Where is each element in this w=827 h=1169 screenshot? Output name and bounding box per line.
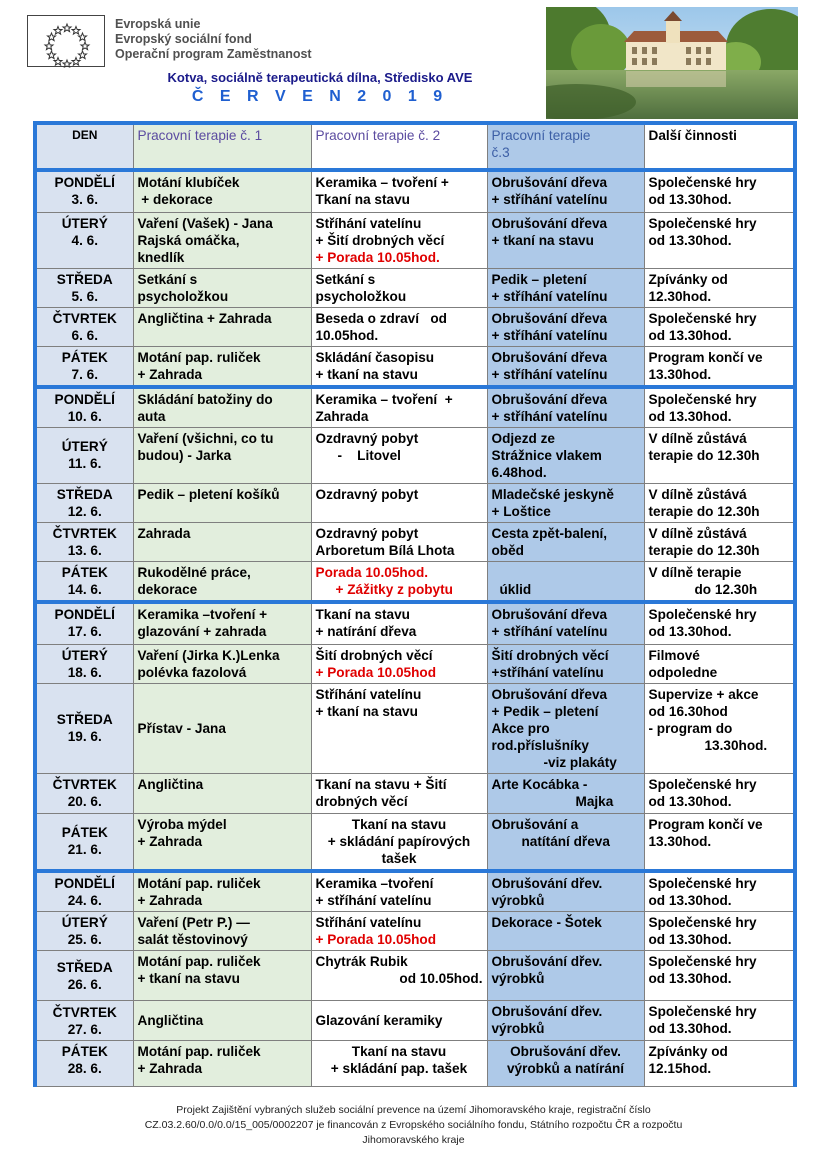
activity-cell: Obrušování dřev. výrobků	[487, 1001, 644, 1041]
activity-cell: Pedik – pletení + stříhání vatelínu	[487, 268, 644, 307]
activity-cell: Keramika –tvoření + glazování + zahrada	[133, 602, 311, 644]
activity-cell: Obrušování dřev. výrobků a natírání	[487, 1041, 644, 1087]
activity-cell: Společenské hry od 13.30hod.	[644, 871, 795, 912]
activity-cell: Zpívánky od 12.15hod.	[644, 1041, 795, 1087]
activity-cell: Zahrada	[133, 522, 311, 561]
table-row	[35, 346, 795, 387]
activity-cell: Motání pap. ruliček + Zahrada	[133, 1041, 311, 1087]
organization-title: Kotva, sociálně terapeutická dílna, Středisko AVE	[167, 70, 473, 85]
activity-cell: Chytrák Rubik od 10.05hod.	[311, 951, 487, 1001]
activity-cell: Obrušování dřeva + stříhání vatelínu	[487, 346, 644, 387]
footer-note	[60, 1103, 767, 1148]
table-row	[35, 1041, 795, 1087]
col-header-p1: Pracovní terapie č. 1	[133, 123, 311, 170]
activity-cell: Obrušování dřeva + stříhání vatelínu	[487, 602, 644, 644]
table-row	[35, 683, 795, 773]
activity-cell: Keramika – tvoření + Zahrada	[311, 387, 487, 428]
day-cell: PONDĚLÍ 17. 6.	[35, 602, 133, 644]
eu-flag-icon	[27, 15, 105, 67]
activity-cell: Vaření (Petr P.) — salát těstovinový	[133, 912, 311, 951]
activity-cell: Společenské hry od 13.30hod.	[644, 602, 795, 644]
col-header-day: DEN	[35, 123, 133, 170]
activity-cell: Motání pap. ruliček + Zahrada	[133, 346, 311, 387]
activity-cell: Šití drobných věcí + Porada 10.05hod	[311, 644, 487, 683]
activity-cell: Vaření (Jirka K.)Lenka polévka fazolová	[133, 644, 311, 683]
activity-cell: Arte Kocábka - Majka	[487, 773, 644, 813]
col-header-p3: Pracovní terapie č.3	[487, 123, 644, 170]
activity-cell: Keramika – tvoření + Tkaní na stavu	[311, 170, 487, 212]
eu-text	[115, 17, 312, 62]
table-row	[35, 602, 795, 644]
activity-cell: Obrušování dřeva + stříhání vatelínu	[487, 307, 644, 346]
activity-cell: Vaření (všichni, co tu budou) - Jarka	[133, 427, 311, 483]
activity-cell: Společenské hry od 13.30hod.	[644, 307, 795, 346]
activity-cell: úklid	[487, 561, 644, 602]
day-cell: PÁTEK 28. 6.	[35, 1041, 133, 1087]
activity-cell: Společenské hry od 13.30hod.	[644, 773, 795, 813]
activity-cell: Obrušování a natítání dřeva	[487, 813, 644, 871]
day-cell: PONDĚLÍ 10. 6.	[35, 387, 133, 428]
activity-cell: Cesta zpět-balení, oběd	[487, 522, 644, 561]
schedule-table	[33, 121, 797, 1087]
activity-cell: Obrušování dřev. výrobků	[487, 871, 644, 912]
activity-cell: Stříhání vatelínu + Porada 10.05hod	[311, 912, 487, 951]
day-cell: ÚTERÝ 4. 6.	[35, 212, 133, 268]
activity-cell: Stříhání vatelínu + tkaní na stavu	[311, 683, 487, 773]
table-row	[35, 871, 795, 912]
col-header-p4: Další činnosti	[644, 123, 795, 170]
day-cell: PÁTEK 21. 6.	[35, 813, 133, 871]
activity-cell: Tkaní na stavu + skládání papírových tašek	[311, 813, 487, 871]
activity-cell: Supervize + akce od 16.30hod - program do 13.30hod.	[644, 683, 795, 773]
activity-cell: Stříhání vatelínu + Šití drobných věcí + Porada 10.05hod.	[311, 212, 487, 268]
day-cell: ÚTERÝ 11. 6.	[35, 427, 133, 483]
activity-cell: Obrušování dřev. výrobků	[487, 951, 644, 1001]
col-header-p2: Pracovní terapie č. 2	[311, 123, 487, 170]
footer-line-2: CZ.03.2.60/0.0/0.0/15_005/0002207 je financován z Evropského sociálního fondu, Státního rozpočtu ČR a rozpočtu	[144, 1119, 683, 1131]
activity-cell: Obrušování dřeva + Pedik – pletení Akce pro rod.příslušníky -viz plakáty	[487, 683, 644, 773]
activity-cell: V dílně zůstává terapie do 12.30h	[644, 483, 795, 522]
day-cell: PÁTEK 14. 6.	[35, 561, 133, 602]
table-row	[35, 212, 795, 268]
table-row	[35, 427, 795, 483]
month-title: Č E R V E N 2 0 1 9	[191, 88, 449, 105]
footer-line-1: Projekt Zajištění vybraných služeb sociální prevence na území Jihomoravského kraje, registrační číslo	[176, 1104, 651, 1116]
activity-cell: Tkaní na stavu + skládání pap. tašek	[311, 1041, 487, 1087]
activity-cell: Skládání batožiny do auta	[133, 387, 311, 428]
activity-cell: Pedik – pletení košíků	[133, 483, 311, 522]
activity-cell: Rukodělné práce, dekorace	[133, 561, 311, 602]
day-cell: PONDĚLÍ 3. 6.	[35, 170, 133, 212]
day-cell: ÚTERÝ 25. 6.	[35, 912, 133, 951]
activity-cell: Program končí ve 13.30hod.	[644, 346, 795, 387]
activity-cell: V dílně zůstává terapie do 12.30h	[644, 427, 795, 483]
day-cell: STŘEDA 5. 6.	[35, 268, 133, 307]
activity-cell: Výroba mýdel + Zahrada	[133, 813, 311, 871]
activity-cell: Ozdravný pobyt	[311, 483, 487, 522]
day-cell: ČTVRTEK 6. 6.	[35, 307, 133, 346]
day-cell: ČTVRTEK 13. 6.	[35, 522, 133, 561]
activity-cell: Společenské hry od 13.30hod.	[644, 212, 795, 268]
activity-cell: Skládání časopisu + tkaní na stavu	[311, 346, 487, 387]
activity-cell: Společenské hry od 13.30hod.	[644, 912, 795, 951]
activity-cell: Porada 10.05hod. + Zážitky z pobytu	[311, 561, 487, 602]
activity-cell: Beseda o zdraví od 10.05hod.	[311, 307, 487, 346]
table-row	[35, 644, 795, 683]
activity-cell: Obrušování dřeva + stříhání vatelínu	[487, 387, 644, 428]
table-row	[35, 1001, 795, 1041]
activity-cell: Ozdravný pobyt Arboretum Bílá Lhota	[311, 522, 487, 561]
day-cell: ÚTERÝ 18. 6.	[35, 644, 133, 683]
table-row	[35, 483, 795, 522]
activity-cell: Šití drobných věcí +stříhání vatelínu	[487, 644, 644, 683]
activity-cell: Ozdravný pobyt - Litovel	[311, 427, 487, 483]
day-cell: ČTVRTEK 27. 6.	[35, 1001, 133, 1041]
table-row	[35, 912, 795, 951]
activity-cell: V dílně zůstává terapie do 12.30h	[644, 522, 795, 561]
activity-cell: Angličtina	[133, 773, 311, 813]
activity-cell: Společenské hry od 13.30hod.	[644, 951, 795, 1001]
header-row	[35, 123, 795, 170]
activity-cell: Setkání s psycholožkou	[133, 268, 311, 307]
activity-cell: Obrušování dřeva + stříhání vatelínu	[487, 170, 644, 212]
day-cell: STŘEDA 19. 6.	[35, 683, 133, 773]
table-row	[35, 268, 795, 307]
activity-cell: V dílně terapie do 12.30h	[644, 561, 795, 602]
activity-cell: Společenské hry od 13.30hod.	[644, 170, 795, 212]
activity-cell: Společenské hry od 13.30hod.	[644, 387, 795, 428]
chateau-photo	[546, 7, 798, 119]
activity-cell: Společenské hry od 13.30hod.	[644, 1001, 795, 1041]
table-row	[35, 307, 795, 346]
activity-cell: Motání pap. ruliček + Zahrada	[133, 871, 311, 912]
activity-cell: Tkaní na stavu + natírání dřeva	[311, 602, 487, 644]
activity-cell: Angličtina + Zahrada	[133, 307, 311, 346]
activity-cell: Dekorace - Šotek	[487, 912, 644, 951]
day-cell: PONDĚLÍ 24. 6.	[35, 871, 133, 912]
table-row	[35, 773, 795, 813]
activity-cell: Keramika –tvoření + stříhání vatelínu	[311, 871, 487, 912]
activity-cell: Motání pap. ruliček + tkaní na stavu	[133, 951, 311, 1001]
eu-logo-block	[22, 13, 322, 69]
day-cell: ČTVRTEK 20. 6.	[35, 773, 133, 813]
activity-cell: Odjezd ze Strážnice vlakem 6.48hod.	[487, 427, 644, 483]
table-row	[35, 951, 795, 1001]
day-cell: STŘEDA 26. 6.	[35, 951, 133, 1001]
eu-line-3: Operační program Zaměstnanost	[115, 47, 312, 61]
eu-line-2: Evropský sociální fond	[115, 32, 252, 46]
activity-cell: Angličtina	[133, 1001, 311, 1041]
activity-cell: Zpívánky od 12.30hod.	[644, 268, 795, 307]
activity-cell: Mladečské jeskyně + Loštice	[487, 483, 644, 522]
footer-line-3: Jihomoravského kraje	[362, 1134, 465, 1146]
activity-cell: Motání klubíček + dekorace	[133, 170, 311, 212]
activity-cell: Tkaní na stavu + Šití drobných věcí	[311, 773, 487, 813]
day-cell: STŘEDA 12. 6.	[35, 483, 133, 522]
table-row	[35, 813, 795, 871]
table-row	[35, 387, 795, 428]
table-row	[35, 170, 795, 212]
eu-line-1: Evropská unie	[115, 17, 201, 31]
table-row	[35, 522, 795, 561]
activity-cell: Vaření (Vašek) - Jana Rajská omáčka, knedlík	[133, 212, 311, 268]
table-row	[35, 561, 795, 602]
activity-cell: Setkání s psycholožkou	[311, 268, 487, 307]
activity-cell: Glazování keramiky	[311, 1001, 487, 1041]
day-cell: PÁTEK 7. 6.	[35, 346, 133, 387]
activity-cell: Přístav - Jana	[133, 683, 311, 773]
activity-cell: Obrušování dřeva + tkaní na stavu	[487, 212, 644, 268]
activity-cell: Filmové odpoledne	[644, 644, 795, 683]
activity-cell: Program končí ve 13.30hod.	[644, 813, 795, 871]
